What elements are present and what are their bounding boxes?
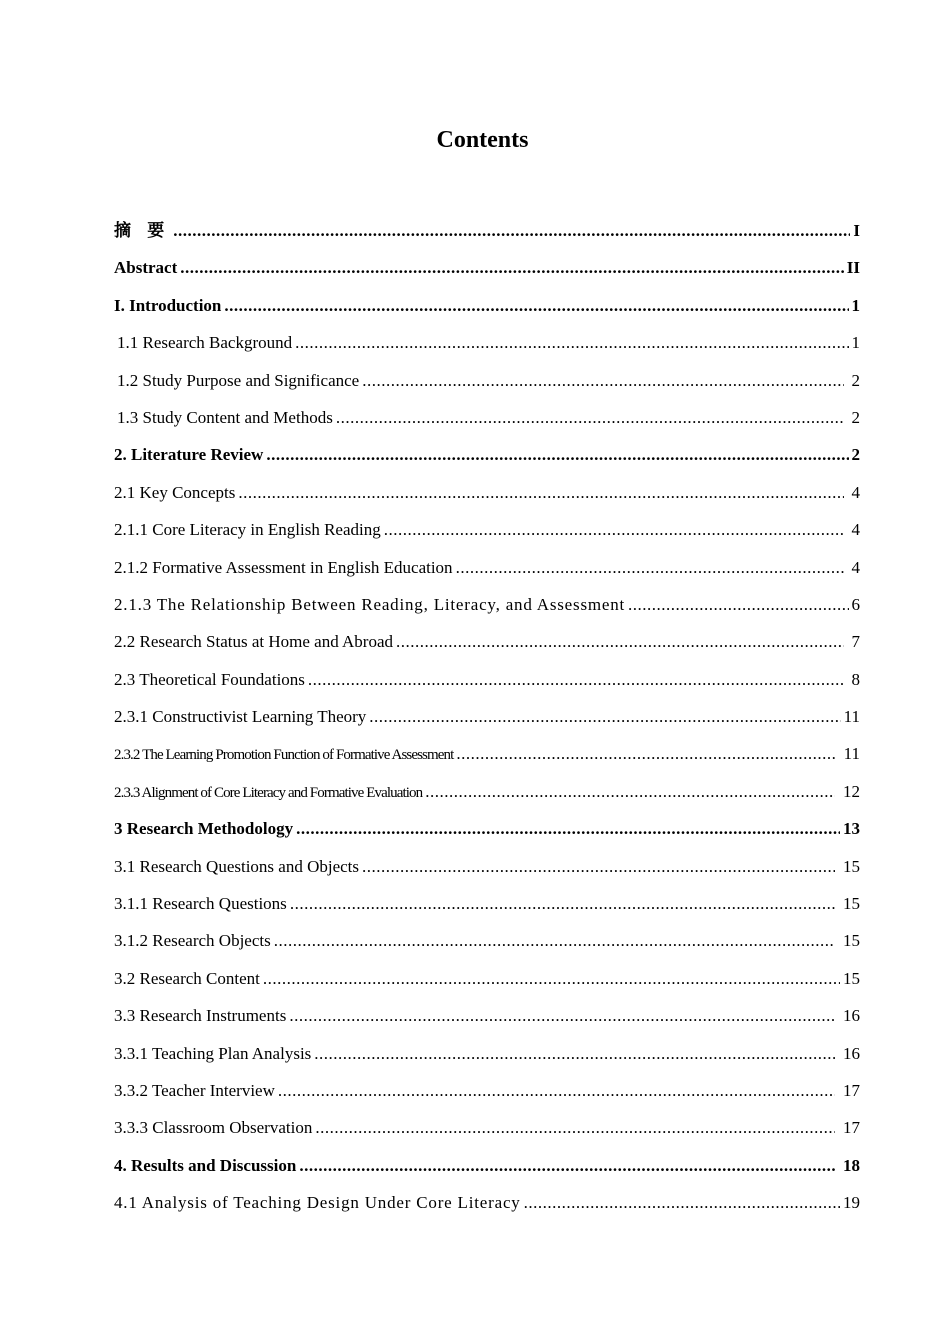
toc-entry-page: 19	[843, 1193, 860, 1213]
toc-entry-label: 2.2 Research Status at Home and Abroad	[114, 632, 394, 652]
toc-entry-label: 2.1 Key Concepts	[114, 482, 236, 502]
toc-entry-page: 17	[843, 1080, 860, 1100]
toc-entry[interactable]	[114, 997, 860, 1034]
toc-leader-dots	[278, 1072, 835, 1109]
toc-entry-page: 11	[843, 707, 860, 727]
toc-entry-page: 1	[851, 295, 860, 315]
table-of-contents	[114, 212, 860, 1222]
toc-entry-label: 1.2 Study Purpose and Significance	[117, 370, 360, 390]
toc-leader-dots	[224, 287, 848, 324]
toc-entry-label: 2.1.1 Core Literacy in English Reading	[114, 520, 381, 540]
toc-entry-page: 7	[851, 632, 860, 652]
toc-entry[interactable]	[114, 287, 860, 324]
toc-entry-page: 2	[851, 407, 860, 427]
toc-entry-label: 1.3 Study Content and Methods	[117, 407, 333, 427]
toc-entry[interactable]	[114, 848, 860, 885]
toc-entry-label: 2.3.2 The Learning Promotion Function of Formative Assessment	[114, 747, 454, 764]
toc-entry-page: 15	[843, 894, 860, 914]
toc-entry-page: 16	[843, 1006, 860, 1026]
toc-entry[interactable]	[114, 1109, 860, 1146]
toc-entry[interactable]	[114, 698, 860, 735]
toc-leader-dots	[308, 661, 844, 698]
toc-entry[interactable]	[114, 960, 860, 997]
toc-entry-page: 11	[843, 744, 860, 764]
toc-entry-page: 8	[851, 669, 860, 689]
toc-leader-dots	[263, 960, 840, 997]
toc-leader-dots	[295, 324, 848, 361]
toc-entry-label: 摘 要	[114, 221, 171, 240]
toc-entry-page: 4	[851, 482, 860, 502]
toc-entry-page: 16	[843, 1043, 860, 1063]
toc-entry[interactable]	[114, 1035, 860, 1072]
toc-entry-label: 3.1.1 Research Questions	[114, 894, 287, 914]
toc-entry-page: 1	[851, 333, 860, 353]
toc-entry-page: 4	[851, 520, 860, 540]
toc-entry-label: 1.1 Research Background	[117, 333, 293, 353]
toc-leader-dots	[274, 922, 835, 959]
toc-entry-label: Abstract	[114, 258, 178, 278]
toc-leader-dots	[384, 511, 844, 548]
toc-leader-dots	[315, 1109, 835, 1146]
toc-entry[interactable]	[114, 436, 860, 473]
toc-entry[interactable]	[114, 735, 860, 772]
toc-entry[interactable]	[114, 623, 860, 660]
toc-entry-page: 2	[851, 370, 860, 390]
toc-entry-label: 2.3.1 Constructivist Learning Theory	[114, 707, 367, 727]
toc-leader-dots	[456, 549, 844, 586]
toc-entry[interactable]	[114, 1147, 860, 1184]
toc-entry-label: I. Introduction	[114, 295, 222, 315]
toc-leader-dots	[180, 249, 844, 286]
toc-entry-label: 2.3.3 Alignment of Core Literacy and Formative Evaluation	[114, 784, 423, 801]
toc-entry-page: 2	[851, 445, 860, 465]
toc-entry-label: 2.1.2 Formative Assessment in English Education	[114, 557, 453, 577]
toc-leader-dots	[456, 735, 835, 772]
toc-entry[interactable]	[114, 586, 860, 623]
toc-leader-dots	[362, 362, 843, 399]
toc-entry-page: 6	[851, 594, 860, 614]
toc-leader-dots	[299, 1147, 835, 1184]
toc-entry-label: 2. Literature Review	[114, 445, 264, 465]
toc-leader-dots	[296, 810, 840, 847]
toc-entry[interactable]	[114, 249, 860, 286]
toc-entry-page: 18	[843, 1155, 860, 1175]
toc-leader-dots	[238, 474, 843, 511]
toc-leader-dots	[628, 586, 848, 623]
toc-leader-dots	[266, 436, 848, 473]
toc-entry[interactable]	[114, 399, 860, 436]
toc-entry[interactable]	[114, 474, 860, 511]
toc-leader-dots	[396, 623, 843, 660]
toc-entry[interactable]	[114, 212, 860, 249]
toc-entry[interactable]	[114, 511, 860, 548]
toc-entry-page: 4	[851, 557, 860, 577]
toc-entry-page: 15	[843, 931, 860, 951]
toc-entry-page: 17	[843, 1118, 860, 1138]
toc-leader-dots	[173, 212, 850, 249]
toc-entry[interactable]	[114, 922, 860, 959]
toc-leader-dots	[369, 698, 840, 735]
page-title: Contents	[436, 127, 529, 153]
toc-entry-page: 13	[843, 819, 860, 839]
toc-entry[interactable]	[114, 661, 860, 698]
toc-entry[interactable]	[114, 549, 860, 586]
toc-entry-page: 15	[843, 856, 860, 876]
toc-leader-dots	[362, 848, 835, 885]
toc-entry-label: 3.3.3 Classroom Observation	[114, 1118, 313, 1138]
toc-entry[interactable]	[114, 324, 860, 361]
toc-entry-label: 4.1 Analysis of Teaching Design Under Core Literacy	[114, 1193, 521, 1213]
toc-entry-label: 3.3 Research Instruments	[114, 1006, 287, 1026]
toc-entry-label: 2.3 Theoretical Foundations	[114, 669, 305, 689]
toc-entry-label: 3.2 Research Content	[114, 968, 260, 988]
toc-entry-label: 3.3.2 Teacher Interview	[114, 1080, 275, 1100]
toc-entry-label: 3.1.2 Research Objects	[114, 931, 271, 951]
toc-entry[interactable]	[114, 773, 860, 810]
toc-entry-page: 15	[843, 968, 860, 988]
toc-entry[interactable]	[114, 362, 860, 399]
toc-leader-dots	[524, 1184, 840, 1221]
toc-leader-dots	[336, 399, 844, 436]
toc-leader-dots	[425, 773, 835, 810]
toc-entry-page: I	[853, 221, 860, 240]
toc-entry-label: 3.1 Research Questions and Objects	[114, 856, 360, 876]
toc-entry-page: II	[846, 258, 860, 278]
toc-entry[interactable]	[114, 1184, 860, 1221]
toc-entry[interactable]	[114, 810, 860, 847]
toc-entry[interactable]	[114, 885, 860, 922]
toc-entry-label: 2.1.3 The Relationship Between Reading, Literacy, and Assessment	[114, 594, 626, 614]
toc-entry[interactable]	[114, 1072, 860, 1109]
toc-entry-label: 3 Research Methodology	[114, 819, 294, 839]
toc-entry-label: 4. Results and Discussion	[114, 1155, 297, 1175]
toc-leader-dots	[314, 1035, 835, 1072]
toc-leader-dots	[289, 997, 835, 1034]
toc-leader-dots	[290, 885, 835, 922]
toc-entry-page: 12	[843, 781, 860, 801]
toc-entry-label: 3.3.1 Teaching Plan Analysis	[114, 1043, 312, 1063]
